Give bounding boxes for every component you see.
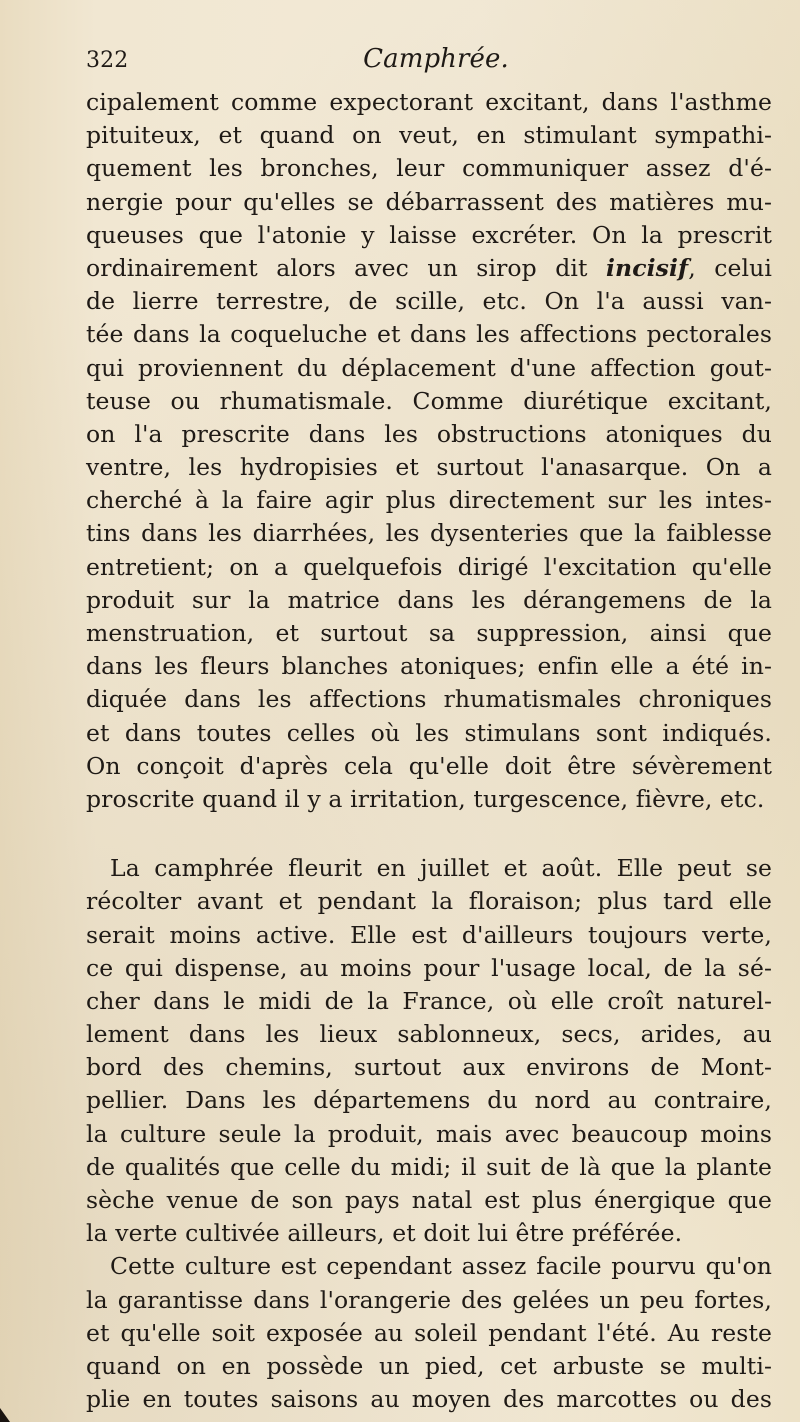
text-line: plie en toutes saisons au moyen des marcottes ou des — [86, 1385, 772, 1414]
text-line: serait moins active. Elle est d'ailleurs toujours verte, — [86, 920, 772, 949]
text-line: ce qui dispense, au moins pour l'usage local, de la sé- — [86, 953, 772, 982]
text-line: cherché à la faire agir plus directement sur les intes- — [86, 486, 772, 515]
page-number: 322 — [86, 48, 129, 73]
text-line: de qualités que celle du midi; il suit de là que la plante — [86, 1152, 772, 1181]
text-line-with-italic: ordinairement alors avec un sirop dit incisif, celui — [86, 253, 772, 282]
text-line: la verte cultivée ailleurs, et doit lui être préférée. — [86, 1219, 683, 1248]
text-line: la culture seule la produit, mais avec beaucoup moins — [86, 1119, 772, 1148]
page-header — [86, 44, 772, 84]
text-line: diquée dans les affections rhumatismales chroniques — [86, 685, 772, 714]
text-line: récolter avant et pendant la floraison; plus tard elle — [86, 887, 772, 916]
text-line: produit sur la matrice dans les dérangemens de la — [86, 585, 772, 614]
text-line: qui proviennent du déplacement d'une affection gout- — [86, 353, 772, 382]
text-line: Cette culture est cependant assez facile pourvu qu'on — [110, 1252, 772, 1281]
text-line: cher dans le midi de la France, où elle croît naturel- — [86, 986, 772, 1015]
italic-term: incisif — [606, 253, 689, 282]
text-line: teuse ou rhumatismale. Comme diurétique excitant, — [86, 386, 772, 415]
text-line: de lierre terrestre, de scille, etc. On l'a aussi van- — [86, 287, 772, 316]
running-title: Camphrée. — [363, 44, 509, 74]
text-line: menstruation, et surtout sa suppression, ainsi que — [86, 619, 772, 647]
text-line: pituiteux, et quand on veut, en stimulant sympathi- — [86, 121, 772, 150]
paragraph-spacer — [86, 816, 772, 852]
text-line: On conçoit d'après cela qu'elle doit être sévèrement — [86, 751, 772, 780]
text-line: ventre, les hydropisies et surtout l'anasarque. On a — [86, 453, 772, 482]
text-line: La camphrée fleurit en juillet et août. Elle peut se — [110, 854, 772, 883]
text-line: queuses que l'atonie y laisse excréter. On la prescrit — [86, 220, 772, 249]
text-line: dans les fleurs blanches atoniques; enfin elle a été in- — [86, 652, 772, 681]
text-line: la garantisse dans l'orangerie des gelées un peu fortes, — [86, 1285, 772, 1314]
page-corner-shadow — [0, 1408, 10, 1422]
paragraph-medical-uses — [86, 86, 772, 816]
text-line: et qu'elle soit exposée au soleil pendant l'été. Au reste — [86, 1318, 772, 1347]
text-line: proscrite quand il y a irritation, turgescence, fièvre, etc. — [86, 784, 765, 813]
text-line: quand on en possède un pied, cet arbuste se multi- — [86, 1351, 772, 1380]
text-line: entretient; on a quelquefois dirigé l'excitation qu'elle — [86, 552, 772, 581]
paragraph-culture — [86, 1250, 772, 1416]
text-line: et dans toutes celles où les stimulans sont indiqués. — [86, 718, 772, 747]
text-line: bord des chemins, surtout aux environs de Mont- — [86, 1053, 772, 1082]
page-text — [86, 44, 772, 1416]
text-line: quement les bronches, leur communiquer assez d'é- — [86, 154, 772, 183]
text-line: nergie pour qu'elles se débarrassent des matières mu- — [86, 187, 772, 216]
text-line: sèche venue de son pays natal est plus énergique que — [86, 1186, 772, 1214]
text-line: on l'a prescrite dans les obstructions atoniques du — [86, 419, 772, 448]
text-line: tée dans la coqueluche et dans les affections pectorales — [86, 320, 772, 349]
text-line: lement dans les lieux sablonneux, secs, arides, au — [86, 1020, 772, 1049]
paragraph-harvest — [86, 852, 772, 1250]
text-line: tins dans les diarrhées, les dysenteries que la faiblesse — [86, 519, 772, 548]
text-line: cipalement comme expectorant excitant, dans l'asthme — [86, 88, 772, 116]
text-line: pellier. Dans les départemens du nord au contraire, — [86, 1086, 772, 1115]
